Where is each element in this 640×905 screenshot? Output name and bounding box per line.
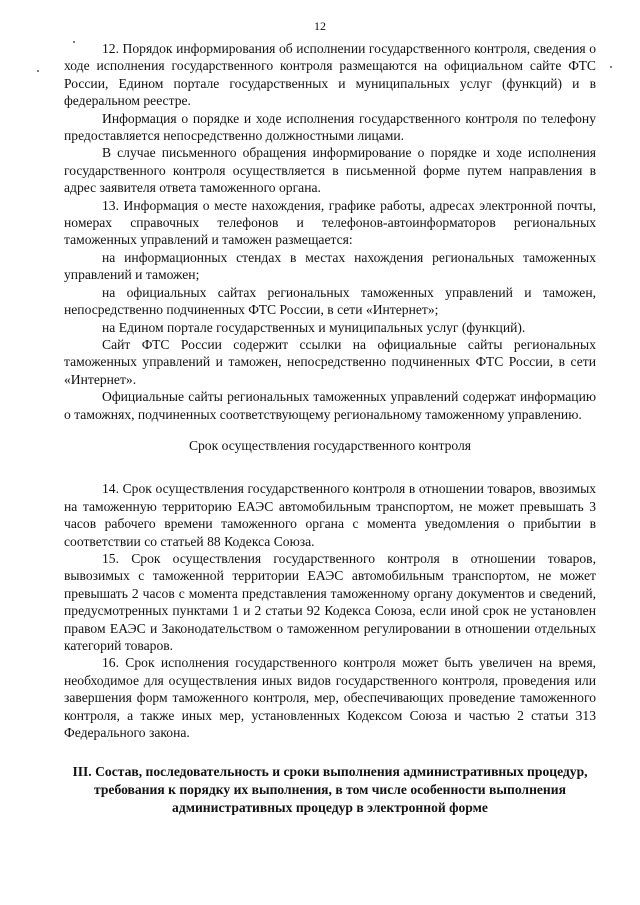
paragraph-12: 12. Порядок информирования об исполнении государственного контроля, сведения о ходе исполнения государственного контроля размещаются на официальном сайте ФТС России, Едином портале государственных и муниципальных услуг (функций) и в федеральном реестре. [64, 41, 596, 109]
page-number: 12 [314, 19, 326, 33]
scan-speck [37, 70, 39, 72]
paragraph-written-request: В случае письменного обращения информирование о порядке и ходе исполнения государственного контроля осуществляется в письменной форме путем направления в адрес заявителя ответа таможенного органа. [64, 145, 596, 196]
section-heading-iii: III. Состав, последовательность и сроки выполнения административных процедур, требования к порядку их выполнения, в том числе особенности выполнения административных процедур в электронной форме [72, 764, 588, 815]
scan-speck [610, 66, 612, 68]
paragraph-unified-portal: на Едином портале государственных и муниципальных услуг (функций). [102, 319, 526, 335]
paragraph-regional-sites: Официальные сайты региональных таможенных управлений содержат информацию о таможнях, подчиненных соответствующему региональному таможенному управлению. [64, 389, 596, 422]
paragraph-fts-site-links: Сайт ФТС России содержит ссылки на официальные сайты региональных таможенных управлений и таможен, непосредственно подчиненных ФТС России, в сети «Интернет». [64, 336, 596, 387]
paragraph-info-stands: на информационных стендах в местах нахождения региональных таможенных управлений и таможен; [64, 249, 596, 283]
paragraph-13: 13. Информация о месте нахождения, графике работы, адресах электронной почты, номерах справочных телефонов и телефонов-автоинформаторов региональных таможенных управлений и таможен размещается: [64, 197, 596, 248]
paragraph-14: 14. Срок осуществления государственного контроля в отношении товаров, ввозимых на таможенную территорию ЕАЭС автомобильным транспортом, не может превышать 3 часов рабочего времени таможенного органа с момента уведомления о прибытии в соответствии со статьей 88 Кодекса Союза. [64, 481, 596, 549]
scan-speck [73, 41, 75, 43]
subheading-control-term: Срок осуществления государственного контроля [188, 437, 472, 453]
document-body [64, 40, 596, 816]
paragraph-15: 15. Срок осуществления государственного контроля в отношении товаров, вывозимых с таможенной территории ЕАЭС автомобильным транспортом, не может превышать 2 часов с момента представления таможенному органу документов и сведений, предусмотренных пунктами 1 и 2 статьи 92 Кодекса Союза, если иной срок не установлен правом ЕАЭС и Законодательством о таможенном регулировании в отношении отдельных категорий товаров. [64, 550, 596, 653]
paragraph-phone-info: Информация о порядке и ходе исполнения государственного контроля по телефону предоставляется непосредственно должностными лицами. [64, 110, 596, 144]
paragraph-official-sites: на официальных сайтах региональных таможенных управлений и таможен, непосредственно подчиненных ФТС России, в сети «Интернет»; [64, 284, 596, 318]
paragraph-16: 16. Срок исполнения государственного контроля может быть увеличен на время, необходимое для осуществления иных видов государственного контроля, проведения или завершения форм таможенного контроля, мер, обеспечивающих проведение таможенного контроля, а также иных мер, установленных Кодексом Союза и частью 2 статьи 313 Федерального закона. [64, 655, 596, 741]
